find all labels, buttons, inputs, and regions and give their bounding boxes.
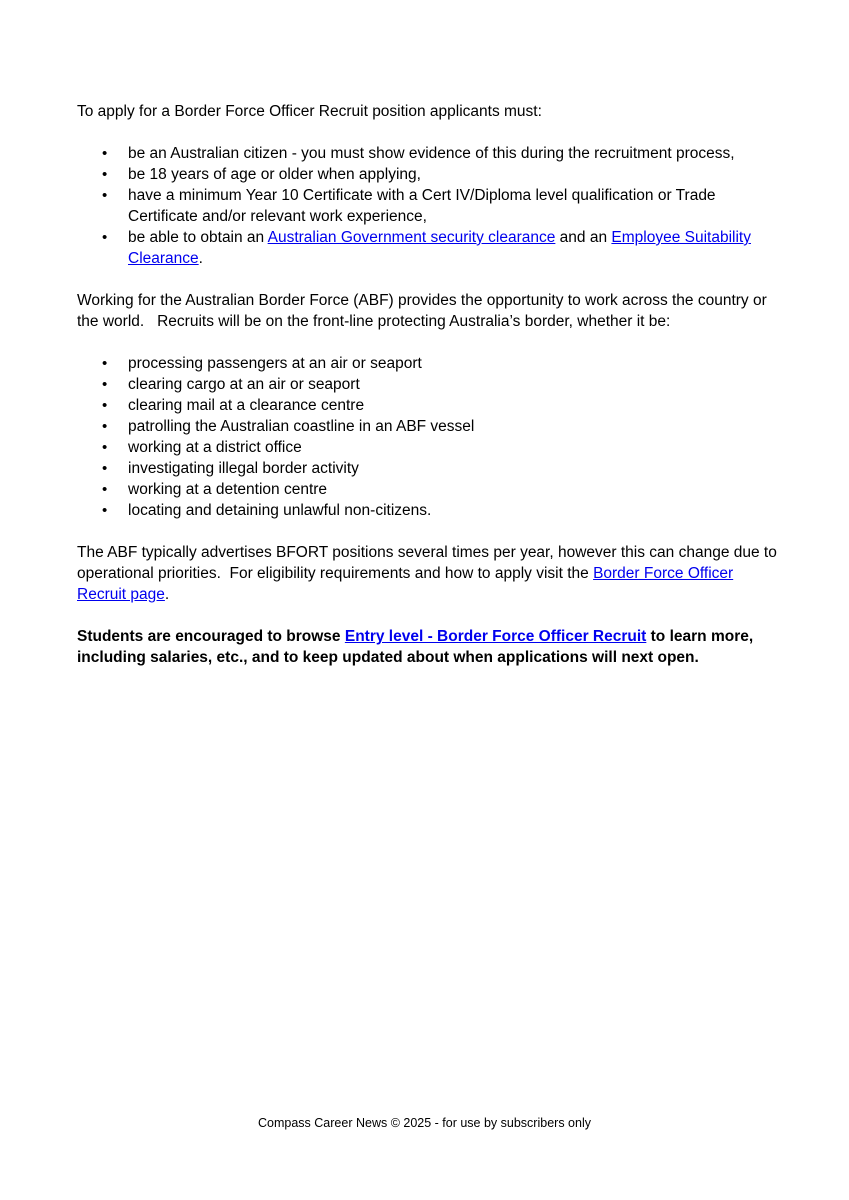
students-paragraph: [77, 626, 777, 668]
students-prefix: Students are encouraged to browse: [77, 628, 345, 645]
list-item: • patrolling the Australian coastline in an ABF vessel: [77, 416, 777, 437]
list-item: • processing passengers at an air or seaport: [77, 353, 777, 374]
intro-paragraph: To apply for a Border Force Officer Recruit position applicants must:: [77, 103, 542, 120]
abf-suffix: .: [164, 586, 170, 603]
list-item: • working at a district office: [77, 437, 777, 458]
list-item: • clearing cargo at an air or seaport: [77, 374, 777, 395]
abf-text: The ABF typically advertises BFORT positions several times per year, however this can change due to operational priorities. For eligibility requirements and how to apply visit the: [77, 544, 777, 582]
list-item: [77, 164, 777, 185]
list-item: [77, 143, 777, 164]
list-item: • investigating illegal border activity: [77, 458, 777, 479]
requirement-text: and an: [555, 229, 612, 246]
requirements-list: [77, 143, 777, 269]
entry-level-link[interactable]: Entry level - Border Force Officer Recruit: [344, 628, 647, 645]
employee-suitability-clearance-link[interactable]: Employee Suitability Clearance: [128, 229, 751, 267]
list-item: [77, 185, 777, 227]
requirement-text: be 18 years of age or older when applying,: [128, 166, 421, 183]
security-clearance-link[interactable]: Australian Government security clearance: [267, 229, 556, 246]
page-footer: Compass Career News © 2025 - for use by subscribers only: [258, 1116, 591, 1130]
list-item: • clearing mail at a clearance centre: [77, 395, 777, 416]
working-paragraph: Working for the Australian Border Force (ABF) provides the opportunity to work across the country or the world. Recruits will be on the front-line protecting Australia’s border, whether it be:: [77, 292, 767, 330]
abf-paragraph: [77, 542, 777, 605]
list-item: [77, 227, 777, 269]
list-item: • locating and detaining unlawful non-citizens.: [77, 500, 777, 521]
border-force-officer-recruit-link[interactable]: Border Force Officer Recruit page: [77, 565, 734, 603]
requirement-text: have a minimum Year 10 Certificate with a Cert IV/Diploma level qualification or Trade Certificate and/or relevant work experience,: [128, 187, 716, 225]
requirement-text: be able to obtain an: [128, 229, 268, 246]
requirement-text: .: [198, 250, 203, 267]
duties-list: [77, 353, 777, 521]
document-body: [77, 101, 777, 668]
students-suffix: to learn more, including salaries, etc., and to keep updated about when applications will next open.: [77, 628, 754, 666]
requirement-text: be an Australian citizen - you must show evidence of this during the recruitment process,: [128, 145, 735, 162]
list-item: • working at a detention centre: [77, 479, 777, 500]
